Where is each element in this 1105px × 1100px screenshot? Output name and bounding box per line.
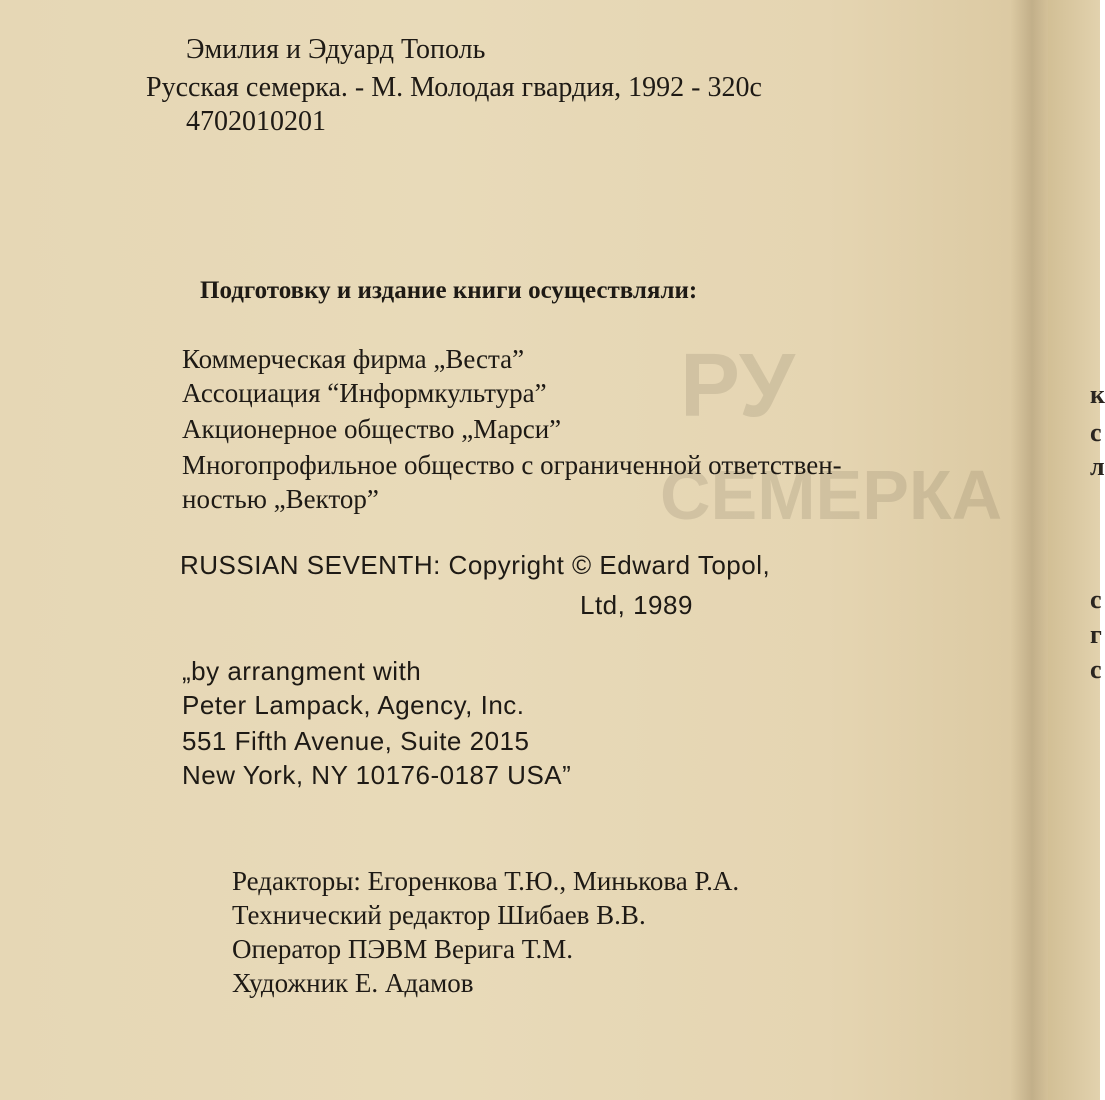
organization-line: Коммерческая фирма „Веста” (182, 344, 525, 374)
facing-page-fragment: к (1090, 380, 1105, 409)
facing-page-fragment: с (1090, 585, 1102, 614)
credits-line: Оператор ПЭВМ Верига Т.М. (232, 934, 574, 964)
facing-page-fragment: с (1090, 418, 1102, 447)
catalog-number: 4702010201 (186, 106, 326, 137)
organization-line: Ассоциация “Информкультура” (182, 378, 547, 408)
show-through-text: РУ (680, 336, 795, 436)
arrangement-line: New York, NY 10176-0187 USA” (182, 760, 572, 790)
facing-page-edge (1048, 0, 1100, 1100)
arrangement-line: „by arrangment with (182, 656, 422, 686)
arrangement-line: 551 Fifth Avenue, Suite 2015 (182, 726, 530, 756)
copyright-year: Ltd, 1989 (580, 590, 693, 620)
credits-line: Технический редактор Шибаев В.В. (232, 900, 646, 930)
show-through-text: СЕМЕРКА (660, 456, 1003, 534)
authors-line: Эмилия и Эдуард Тополь (186, 34, 486, 65)
facing-page-fragment: г (1090, 620, 1102, 649)
organization-line: Акционерное общество „Марси” (182, 414, 562, 444)
organization-line: ностью „Вектор” (182, 484, 379, 514)
arrangement-line: Peter Lampack, Agency, Inc. (182, 690, 525, 720)
page-gutter-shadow (1010, 0, 1050, 1100)
credits-line: Художник Е. Адамов (232, 968, 474, 998)
facing-page-fragment: с (1090, 655, 1102, 684)
bibliographic-line: Русская семерка. - М. Молодая гвардия, 1992 - 320с (146, 72, 762, 103)
organization-line: Многопрофильное общество с ограниченной ответствен- (182, 450, 842, 480)
copyright-line: RUSSIAN SEVENTH: Copyright © Edward Topol, (180, 550, 771, 580)
preparation-heading: Подготовку и издание книги осуществляли: (200, 277, 698, 304)
credits-line: Редакторы: Егоренкова Т.Ю., Минькова Р.А. (232, 866, 740, 896)
facing-page-fragment: л (1090, 452, 1105, 481)
